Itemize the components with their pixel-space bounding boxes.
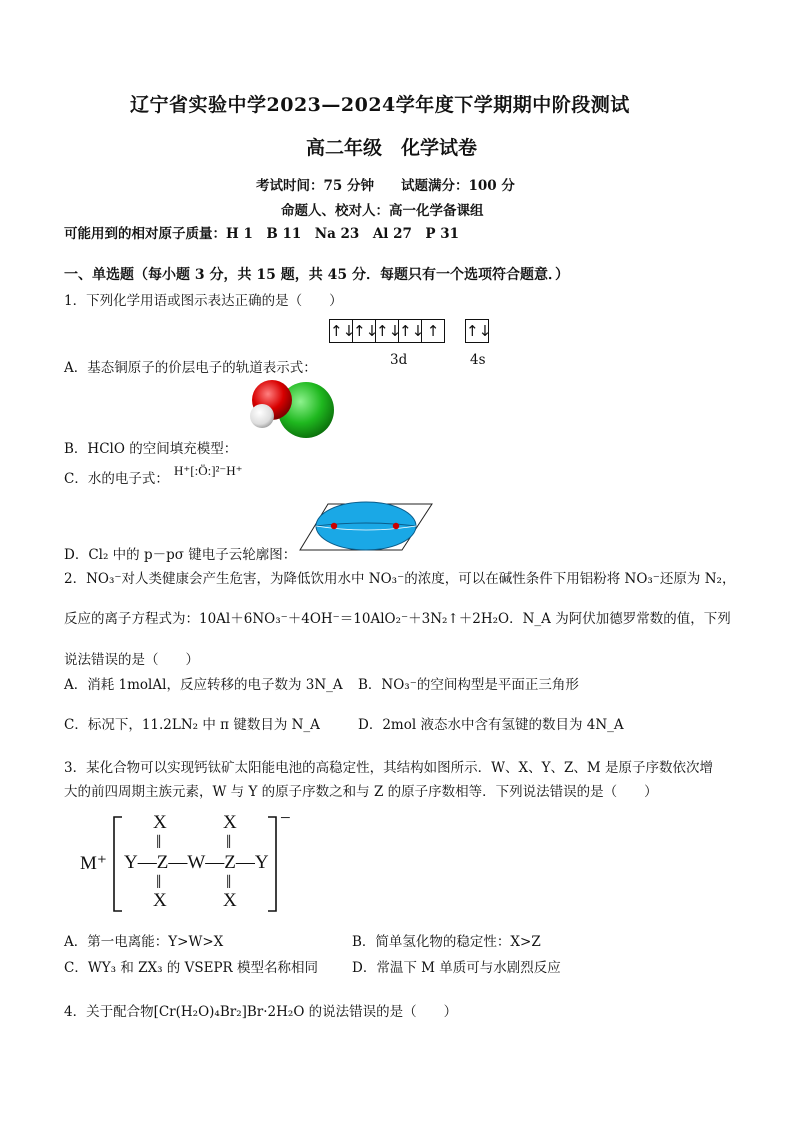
orbital-box: ↑↓	[399, 319, 422, 343]
q2-option-d: D．2mol 液态水中含有氢键的数目为 4N_A	[358, 717, 624, 733]
authors: 命题人、校对人：高一化学备课组	[281, 203, 484, 219]
atom-x-bottom-left: X	[153, 890, 167, 911]
exam-time: 考试时间：75 分钟 试题满分：100 分	[256, 178, 515, 194]
right-bracket	[266, 816, 278, 912]
orbital-box: ↑↓	[376, 319, 399, 343]
q1-option-d: D．Cl₂ 中的 p－pσ 键电子云轮廓图：	[64, 547, 297, 563]
water-electron-formula: H⁺[:Ö:]²⁻H⁺	[174, 463, 243, 478]
atomic-masses: 可能用到的相对原子质量：H 1 B 11 Na 23 Al 27 P 31	[64, 226, 460, 242]
double-bond: ‖	[226, 872, 232, 893]
orbital-box: ↑↓	[353, 319, 376, 343]
page-title: 辽宁省实验中学2023—2024学年度下学期期中阶段测试	[130, 94, 630, 116]
q4-stem: 4．关于配合物[Cr(H₂O)₄Br₂]Br·2H₂O 的说法错误的是（ ）	[64, 1004, 458, 1020]
double-bond: ‖	[226, 832, 232, 853]
double-bond: ‖	[156, 832, 162, 853]
q3-option-a: A．第一电离能：Y>W>X	[64, 934, 224, 950]
orbital-box: ↑	[422, 319, 445, 343]
hclo-space-filling-model	[240, 374, 340, 444]
q3-option-b: B．简单氢化物的稳定性：X>Z	[352, 934, 541, 950]
atom-x-top-left: X	[153, 812, 167, 833]
orbital-diagram-3d	[329, 319, 445, 343]
q2-line1: 2．NO₃⁻对人类健康会产生危害，为降低饮用水中 NO₃⁻的浓度，可以在碱性条件下用铝粉将 NO₃⁻还原为 N₂，	[64, 571, 736, 587]
cation-m: M⁺	[80, 853, 107, 874]
cl2-sigma-bond-diagram	[298, 500, 434, 556]
q3-option-c: C．WY₃ 和 ZX₃ 的 VSEPR 模型名称相同	[64, 960, 318, 976]
orbital-diagram-4s	[465, 319, 492, 343]
q2-option-c: C．标况下，11.2LN₂ 中 π 键数目为 N_A	[64, 717, 320, 733]
q1-stem: 1．下列化学用语或图示表达正确的是（ ）	[64, 293, 343, 309]
q2-line3: 说法错误的是（ ）	[64, 652, 199, 668]
q2-option-b: B．NO₃⁻的空间构型是平面正三角形	[358, 677, 579, 693]
q1-option-b: B．HClO 的空间填充模型：	[64, 441, 238, 457]
q3-line2: 大的前四周期主族元素，W 与 Y 的原子序数之和与 Z 的原子序数相等．下列说法错误的是（ ）	[64, 784, 658, 800]
page-subtitle: 高二年级 化学试卷	[306, 137, 478, 159]
double-bond: ‖	[156, 872, 162, 893]
atom-x-bottom-right: X	[223, 890, 237, 911]
q3-line1: 3．某化合物可以实现钙钛矿太阳能电池的高稳定性，其结构如图所示．W、X、Y、Z、M 是原子序数依次增	[64, 760, 713, 776]
q2-option-a: A．消耗 1molAl，反应转移的电子数为 3N_A	[64, 677, 343, 693]
orbital-box: ↑↓	[465, 319, 489, 343]
orbital-box: ↑↓	[329, 319, 353, 343]
q3-structure	[78, 808, 298, 912]
label-3d: 3d	[390, 352, 408, 368]
q3-option-d: D．常温下 M 单质可与水剧烈反应	[352, 960, 561, 976]
q1-option-a: A．基态铜原子的价层电子的轨道表示式：	[64, 360, 317, 376]
q2-line2: 反应的离子方程式为：10Al＋6NO₃⁻＋4OH⁻＝10AlO₂⁻＋3N₂↑＋2H₂O．N_A 为阿伏加德罗常数的值，下列	[64, 611, 731, 627]
structure-chain: Y—Z—W—Z—Y	[124, 852, 269, 873]
q1-option-c: C．水的电子式：	[64, 471, 169, 487]
anion-charge: −	[280, 808, 291, 829]
left-bracket	[112, 816, 124, 912]
atom-x-top-right: X	[223, 812, 237, 833]
section-heading: 一、单选题（每小题 3 分，共 15 题，共 45 分．每题只有一个选项符合题意．）	[64, 267, 569, 283]
label-4s: 4s	[470, 352, 486, 368]
